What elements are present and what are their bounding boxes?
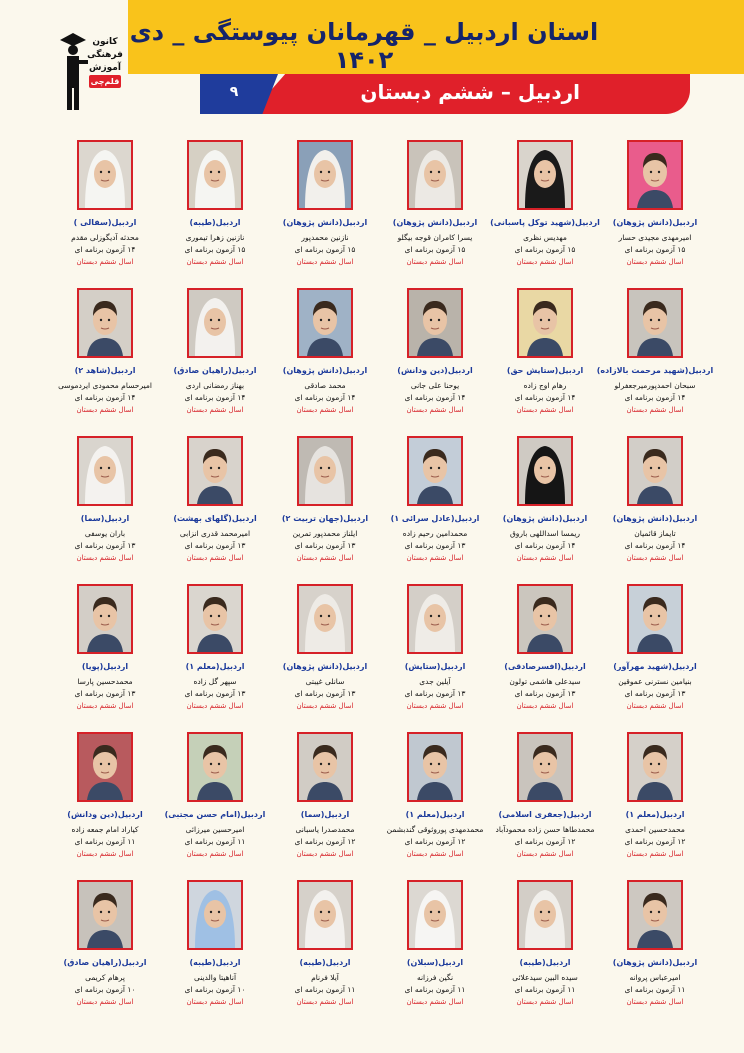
student-name: پرهام کریمی (85, 973, 125, 982)
student-name: سیدعلی هاشمی تولون (509, 677, 581, 686)
student-photo (627, 584, 683, 654)
student-exam-count: ۱۲ آزمون برنامه ای (404, 837, 466, 846)
student-card (600, 132, 710, 280)
student-photo (627, 140, 683, 210)
student-name: سپهر گل زاده (193, 677, 237, 686)
student-card (596, 280, 714, 428)
student-photo (77, 584, 133, 654)
student-grade: اسال ششم دبستان (516, 406, 574, 414)
student-card (600, 576, 710, 724)
student-name: محدثه آدیگوزلی مقدم (71, 233, 139, 242)
student-school: اردبیل(دانش پژوهان) (392, 218, 478, 227)
student-name: یسرا کامران قوجه بیگلو (397, 233, 473, 242)
student-grade: اسال ششم دبستان (626, 258, 684, 266)
student-school: اردبیل(دین ودانش) (397, 366, 473, 375)
student-grade: اسال ششم دبستان (186, 998, 244, 1006)
student-photo (77, 732, 133, 802)
student-photo (187, 140, 243, 210)
student-name: محمدحسین احمدی (625, 825, 685, 834)
student-exam-count: ۱۳ آزمون برنامه ای (624, 689, 686, 698)
student-card (380, 132, 490, 280)
student-grade: اسال ششم دبستان (296, 702, 354, 710)
student-name: ایلناز محمدپور تمرین (292, 529, 358, 538)
student-name: محمدصدرا یاسبانی (295, 825, 355, 834)
student-name: محمد صادقی (304, 381, 346, 390)
student-name: سبحان احمدپورمیرجعفرلو (614, 381, 696, 390)
student-school: اردبیل(دانش پژوهان) (612, 514, 698, 523)
student-school: اردبیل(طیبه) (189, 218, 241, 227)
student-card (160, 132, 270, 280)
student-grade: اسال ششم دبستان (626, 850, 684, 858)
student-photo (627, 288, 683, 358)
student-name: محمدامین رحیم زاده (402, 529, 468, 538)
student-card (380, 576, 490, 724)
student-photo (517, 880, 573, 950)
student-photo (297, 880, 353, 950)
student-school: اردبیل(ستایش) (404, 662, 466, 671)
student-card (270, 280, 380, 428)
student-card (50, 280, 160, 428)
student-exam-count: ۱۱ آزمون برنامه ای (514, 985, 576, 994)
student-name: امیرحسین میرزائی (185, 825, 245, 834)
student-photo (297, 436, 353, 506)
student-name: محمدحسین پارسا (77, 677, 133, 686)
student-exam-count: ۱۵ آزمون برنامه ای (514, 245, 576, 254)
student-school: اردبیل(شهید مهرآور) (613, 662, 697, 671)
student-name: سیده البین سیدعلائی (512, 973, 578, 982)
student-grade: اسال ششم دبستان (186, 554, 244, 562)
student-photo (407, 140, 463, 210)
student-grade: اسال ششم دبستان (296, 406, 354, 414)
student-photo (517, 288, 573, 358)
student-school: اردبیل(سما) (300, 810, 350, 819)
student-name: آیلا فرنام (311, 973, 339, 982)
student-photo (77, 140, 133, 210)
student-photo (187, 732, 243, 802)
student-school: اردبیل(عادل سرائی ۱) (390, 514, 480, 523)
student-exam-count: ۱۰ آزمون برنامه ای (184, 985, 246, 994)
student-exam-count: ۱۴ آزمون برنامه ای (514, 393, 576, 402)
student-photo (187, 880, 243, 950)
student-card (270, 872, 380, 1020)
student-photo (627, 880, 683, 950)
student-exam-count: ۱۵ آزمون برنامه ای (624, 245, 686, 254)
student-exam-count: ۱۱ آزمون برنامه ای (624, 985, 686, 994)
student-grade: اسال ششم دبستان (626, 702, 684, 710)
student-card (160, 280, 270, 428)
student-grade: اسال ششم دبستان (76, 998, 134, 1006)
student-school: اردبیل(دانش پژوهان) (282, 218, 368, 227)
student-school: اردبیل(طیبه) (299, 958, 351, 967)
student-name: مهدیس نظری (523, 233, 567, 242)
student-photo (187, 436, 243, 506)
student-grade: اسال ششم دبستان (406, 998, 464, 1006)
student-photo (407, 288, 463, 358)
student-exam-count: ۱۳ آزمون برنامه ای (74, 541, 136, 550)
student-school: اردبیل(دانش پژوهان) (282, 662, 368, 671)
page-title: استان اردبیل _ قهرمانان پیوستگی _ دی ۱۴۰۲ (129, 18, 599, 74)
student-card (50, 872, 160, 1020)
student-grade: اسال ششم دبستان (406, 258, 464, 266)
student-name: آناهیتا والدینی (193, 973, 237, 982)
student-photo (517, 732, 573, 802)
student-exam-count: ۱۳ آزمون برنامه ای (514, 689, 576, 698)
student-name: محمدطاها حسن زاده محمودآباد (495, 825, 595, 834)
student-photo (297, 288, 353, 358)
student-exam-count: ۱۱ آزمون برنامه ای (404, 985, 466, 994)
student-school: اردبیل(جهان تربیت ۲) (281, 514, 369, 523)
student-grade: اسال ششم دبستان (516, 258, 574, 266)
student-photo (297, 140, 353, 210)
student-card (270, 724, 380, 872)
student-name: امیرحسام محمودی ایردموسی (58, 381, 152, 390)
student-grade: اسال ششم دبستان (186, 406, 244, 414)
student-grade: اسال ششم دبستان (406, 850, 464, 858)
student-exam-count: ۱۲ آزمون برنامه ای (514, 837, 576, 846)
student-name: تایماز قائمیان (634, 529, 676, 538)
student-grade: اسال ششم دبستان (76, 258, 134, 266)
student-grade: اسال ششم دبستان (626, 554, 684, 562)
student-grade: اسال ششم دبستان (626, 406, 684, 414)
student-grade: اسال ششم دبستان (516, 554, 574, 562)
student-photo (297, 732, 353, 802)
student-school: اردبیل(دانش پژوهان) (282, 366, 368, 375)
student-school: اردبیل(امام حسن مجتبی) (164, 810, 266, 819)
student-card (50, 724, 160, 872)
student-card (490, 724, 600, 872)
student-school: اردبیل(معلم ۱) (405, 810, 465, 819)
student-school: اردبیل(سبلان) (406, 958, 464, 967)
student-grade: اسال ششم دبستان (76, 850, 134, 858)
student-exam-count: ۱۵ آزمون برنامه ای (294, 245, 356, 254)
student-school: اردبیل(دین ودانش) (67, 810, 143, 819)
student-exam-count: ۱۳ آزمون برنامه ای (184, 541, 246, 550)
page-header (0, 0, 744, 122)
student-exam-count: ۱۴ آزمون برنامه ای (514, 541, 576, 550)
student-school: اردبیل(ستایش حق) (506, 366, 584, 375)
student-name: نازنین زهرا تیموری (185, 233, 245, 242)
student-card (490, 872, 600, 1020)
student-photo (297, 584, 353, 654)
student-school: اردبیل(سما) (80, 514, 130, 523)
student-exam-count: ۱۳ آزمون برنامه ای (404, 689, 466, 698)
student-name: ریمسا اسداللهی باروق (509, 529, 581, 538)
student-card (380, 280, 490, 428)
student-name: باران یوسفی (84, 529, 126, 538)
student-grade: اسال ششم دبستان (296, 258, 354, 266)
student-photo (77, 880, 133, 950)
student-card (270, 576, 380, 724)
student-card (160, 428, 270, 576)
student-photo (517, 436, 573, 506)
student-school: اردبیل(طیبه) (189, 958, 241, 967)
student-grade: اسال ششم دبستان (296, 998, 354, 1006)
student-card (50, 576, 160, 724)
student-photo (517, 584, 573, 654)
student-exam-count: ۱۰ آزمون برنامه ای (74, 985, 136, 994)
student-photo (77, 436, 133, 506)
student-card (600, 872, 710, 1020)
student-grade: اسال ششم دبستان (186, 702, 244, 710)
student-school: اردبیل(شهید توکل پاسبانی) (490, 218, 600, 227)
student-name: بنیامین نسترنی عموقین (618, 677, 692, 686)
kanoon-logo (52, 26, 128, 116)
student-photo (407, 584, 463, 654)
student-card (270, 428, 380, 576)
student-card (160, 724, 270, 872)
student-exam-count: ۱۲ آزمون برنامه ای (624, 837, 686, 846)
page-number: ۹ (229, 84, 239, 100)
student-school: اردبیل(دانش پژوهان) (612, 958, 698, 967)
student-school: اردبیل(سفالی ) (73, 218, 137, 227)
student-grade: اسال ششم دبستان (76, 702, 134, 710)
student-card (380, 872, 490, 1020)
student-name: کیاراد امام جمعه زاده (71, 825, 139, 834)
student-school: اردبیل(شهید مرحمت بالازاده) (596, 366, 714, 375)
student-name: سانلی غیبتی (305, 677, 345, 686)
student-school: اردبیل(شاهد ۲) (74, 366, 136, 375)
student-card (490, 132, 600, 280)
student-exam-count: ۱۳ آزمون برنامه ای (294, 689, 356, 698)
student-grade: اسال ششم دبستان (406, 406, 464, 414)
student-exam-count: ۱۴ آزمون برنامه ای (74, 393, 136, 402)
student-name: امیرمحمد قدری انزابی (179, 529, 251, 538)
student-grade: اسال ششم دبستان (516, 850, 574, 858)
student-exam-count: ۱۱ آزمون برنامه ای (74, 837, 136, 846)
student-card (50, 132, 160, 280)
student-card (490, 428, 600, 576)
student-name: محمدمهدی پوروثوقی گندبشمن (386, 825, 484, 834)
student-name: یوحنا علی جانی (410, 381, 460, 390)
student-exam-count: ۱۳ آزمون برنامه ای (74, 689, 136, 698)
student-name: نگین فرزانه (416, 973, 454, 982)
student-exam-count: ۱۲ آزمون برنامه ای (294, 837, 356, 846)
student-school: اردبیل(دانش پژوهان) (612, 218, 698, 227)
student-card (600, 428, 710, 576)
student-exam-count: ۱۴ آزمون برنامه ای (184, 393, 246, 402)
students-grid (50, 132, 714, 1020)
student-photo (187, 288, 243, 358)
student-grade: اسال ششم دبستان (296, 850, 354, 858)
student-grade: اسال ششم دبستان (626, 998, 684, 1006)
student-photo (77, 288, 133, 358)
student-exam-count: ۱۳ آزمون برنامه ای (404, 541, 466, 550)
student-grade: اسال ششم دبستان (406, 554, 464, 562)
student-school: اردبیل(گلهای بهشت) (173, 514, 257, 523)
student-photo (407, 436, 463, 506)
student-photo (517, 140, 573, 210)
logo-text: کانون فرهنگی آموزش قلم‌چی (87, 37, 123, 86)
student-grade: اسال ششم دبستان (516, 998, 574, 1006)
student-photo (407, 880, 463, 950)
student-school: اردبیل(جعفری اسلامی) (498, 810, 592, 819)
student-grade: اسال ششم دبستان (186, 258, 244, 266)
student-card (490, 576, 600, 724)
student-photo (187, 584, 243, 654)
student-card (270, 132, 380, 280)
student-card (490, 280, 600, 428)
student-exam-count: ۱۴ آزمون برنامه ای (404, 393, 466, 402)
student-card (160, 872, 270, 1020)
student-exam-count: ۱۴ آزمون برنامه ای (294, 393, 356, 402)
student-grade: اسال ششم دبستان (406, 702, 464, 710)
student-school: اردبیل(معلم ۱) (185, 662, 245, 671)
student-school: اردبیل(معلم ۱) (625, 810, 685, 819)
student-grade: اسال ششم دبستان (296, 554, 354, 562)
student-grade: اسال ششم دبستان (76, 406, 134, 414)
student-card (600, 724, 710, 872)
student-photo (627, 436, 683, 506)
student-exam-count: ۱۴ آزمون برنامه ای (624, 541, 686, 550)
student-card (380, 428, 490, 576)
student-card (50, 428, 160, 576)
student-school: اردبیل(طیبه) (519, 958, 571, 967)
student-photo (407, 732, 463, 802)
student-name: آیلین جدی (419, 677, 451, 686)
student-exam-count: ۱۵ آزمون برنامه ای (184, 245, 246, 254)
student-exam-count: ۱۳ آزمون برنامه ای (294, 541, 356, 550)
student-grade: اسال ششم دبستان (76, 554, 134, 562)
student-school: اردبیل(راهیان صادق) (63, 958, 147, 967)
student-exam-count: ۱۱ آزمون برنامه ای (294, 985, 356, 994)
student-name: نازنین محمدپور (301, 233, 349, 242)
student-exam-count: ۱۳ آزمون برنامه ای (184, 689, 246, 698)
student-grade: اسال ششم دبستان (516, 702, 574, 710)
student-name: امیرمهدی مجیدی حسار (618, 233, 692, 242)
student-grade: اسال ششم دبستان (186, 850, 244, 858)
student-card (160, 576, 270, 724)
student-exam-count: ۱۴ آزمون برنامه ای (624, 393, 686, 402)
page-subtitle: اردبیل – ششم دبستان (360, 80, 580, 104)
student-name: رهام اوج زاده (523, 381, 567, 390)
student-exam-count: ۱۱ آزمون برنامه ای (184, 837, 246, 846)
student-name: امیرعباس پروانه (629, 973, 681, 982)
student-photo (627, 732, 683, 802)
student-school: اردبیل(پویا) (81, 662, 129, 671)
student-school: اردبیل(راهیان صادق) (173, 366, 257, 375)
student-exam-count: ۱۵ آزمون برنامه ای (404, 245, 466, 254)
student-card (380, 724, 490, 872)
student-name: بهناز رمضانی اردی (185, 381, 245, 390)
student-school: اردبیل(دانش پژوهان) (502, 514, 588, 523)
student-school: اردبیل(افسرصادقی) (504, 662, 586, 671)
student-exam-count: ۱۴ آزمون برنامه ای (74, 245, 136, 254)
